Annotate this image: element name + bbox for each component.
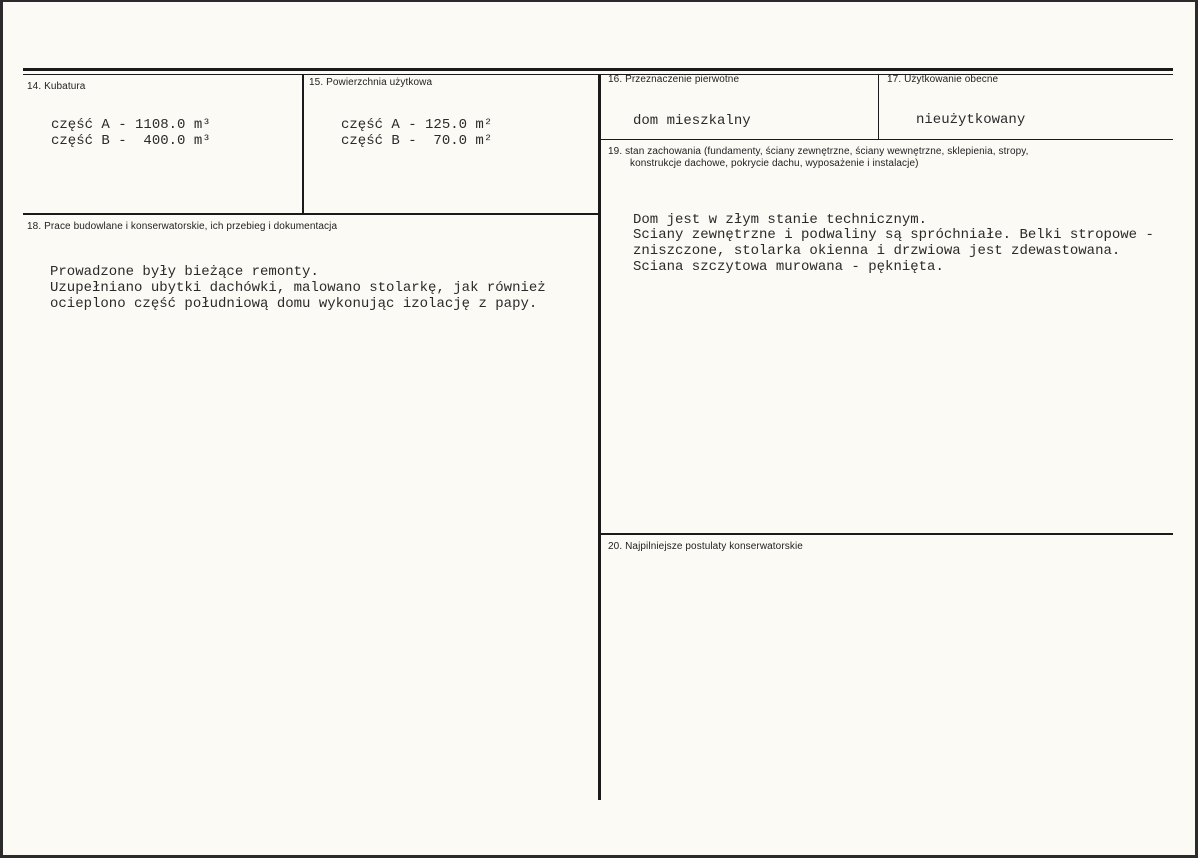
field-19-label-line-1: 19. stan zachowania (fundamenty, ściany zewnętrzne, ściany wewnętrzne, sklepienia, stropy, [608, 146, 1029, 157]
field-19-line-1: Dom jest w złym stanie technicznym. [633, 212, 928, 228]
field-19-line-3: zniszczone, stolarka okienna i drzwiowa jest zdewastowana. [633, 243, 1121, 259]
field-17-label: 17. Użytkowanie obecne [887, 74, 999, 85]
field-19-line-4: Sciana szczytowa murowana - pęknięta. [633, 259, 944, 275]
field-18-line-1: Prowadzone były bieżące remonty. [50, 264, 319, 280]
field-19-line-2: Sciany zewnętrzne i podwaliny są spróchniałe. Belki stropowe - [633, 227, 1154, 243]
divider-14-15 [302, 74, 304, 214]
divider-16-17 [878, 74, 879, 140]
field-15-line-1: część A - 125.0 m² [341, 117, 493, 133]
field-18-label: 18. Prace budowlane i konserwatorskie, ich przebieg i dokumentacja [27, 221, 338, 232]
field-16-label: 16. Przeznaczenie pierwotne [608, 74, 740, 85]
field-18-line-3: ocieplono część południową domu wykonując izolację z papy. [50, 296, 538, 312]
top-rule [23, 68, 1173, 71]
field-15-label: 15. Powierzchnia użytkowa [309, 77, 433, 88]
field-17-value: nieużytkowany [916, 112, 1026, 128]
field-20-label: 20. Najpilniejsze postulaty konserwatorskie [608, 541, 803, 552]
field-14-line-2: część B - 400.0 m³ [51, 133, 211, 149]
field-18-line-2: Uzupełniano ubytki dachówki, malowano stolarkę, jak również [50, 280, 546, 296]
field-19-label-line-2: konstrukcje dachowe, pokrycie dachu, wyposażenie i instalacje) [630, 158, 919, 169]
rule-under-19 [600, 533, 1173, 535]
form-sheet [3, 2, 1195, 855]
divider-center [598, 74, 601, 800]
field-15-line-2: część B - 70.0 m² [341, 133, 493, 149]
rule-under-14-15 [23, 213, 600, 215]
field-16-value: dom mieszkalny [633, 113, 751, 129]
field-14-label: 14. Kubatura [27, 81, 86, 92]
rule-under-16-17 [600, 139, 1173, 140]
field-14-line-1: część A - 1108.0 m³ [51, 117, 211, 133]
